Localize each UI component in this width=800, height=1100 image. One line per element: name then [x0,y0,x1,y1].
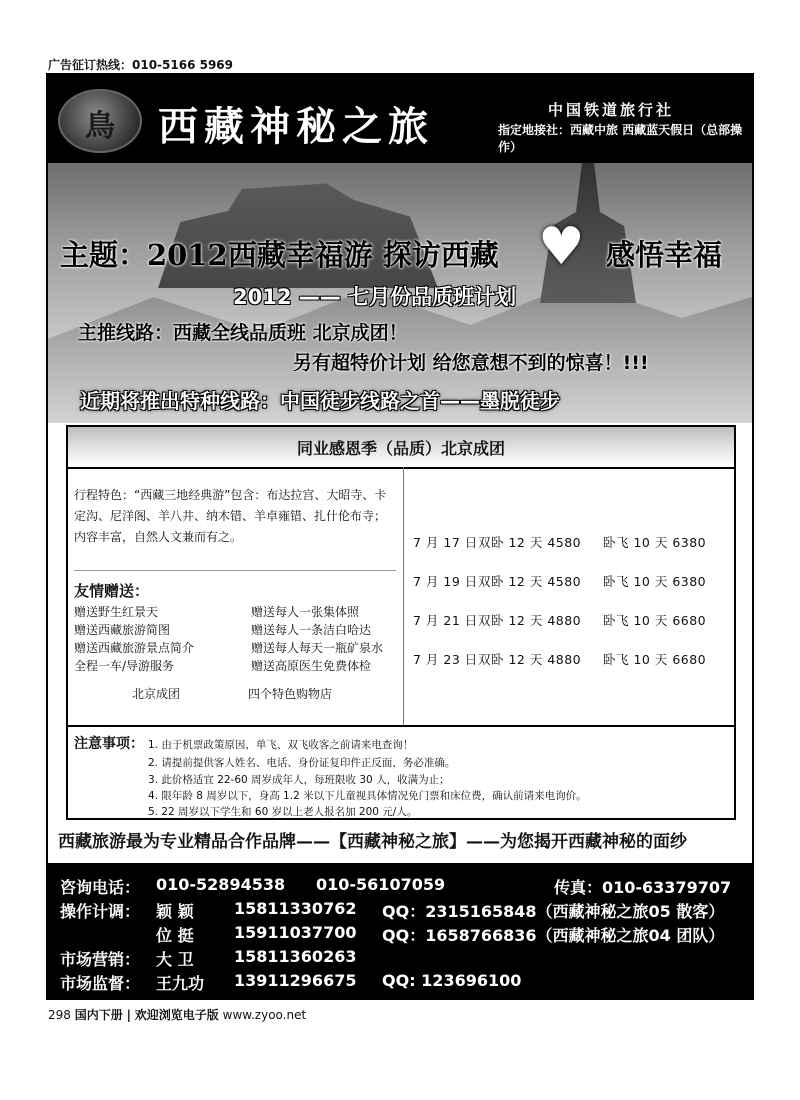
operator-name: 颖 颖 [156,902,194,921]
gift-item: 赠送野生红景天 [74,605,159,619]
note-item: 1. 由于机票政策原因，单飞、双飞收客之前请来电查询！ [148,739,414,751]
gift-extra: 北京成团 [132,687,181,701]
website-link[interactable]: www.zyoo.net [222,1008,307,1022]
gifts-title: 友情赠送： [74,582,150,600]
schedule-double-sleeper: 双卧 12 天 4580 [478,574,582,589]
gift-item: 赠送高原医生免费体检 [251,659,372,673]
ad-hotline: 广告征订热线：010-5166 5969 [48,58,234,72]
schedule-double-sleeper: 双卧 12 天 4880 [478,613,582,628]
schedule-date: 7 月 19 日 [413,574,478,589]
note-item: 4. 限年龄 8 周岁以下，身高 1.2 米以下儿童视具体情况免门票和床位费，确认前请来电询价。 [148,790,587,802]
operator-qq: QQ：1658766836（西藏神秘之旅04 团队） [382,926,725,945]
brand-title: 西藏神秘之旅 [158,104,434,150]
footer-separator: | [126,1008,131,1022]
schedule-sleeper-flight: 卧飞 10 天 6680 [603,613,707,628]
consult-phone-2: 010-56107059 [316,875,446,894]
product-header [68,427,734,469]
hero-banner [48,163,752,423]
product-box [66,425,736,820]
page-number: 298 [48,1008,71,1022]
schedule-date: 7 月 17 日 [413,535,478,550]
gift-item: 赠送西藏旅游简图 [74,623,171,637]
supervisor-phone: 13911296675 [234,971,357,990]
special-offer-line: 另有超特价计划 给您意想不到的惊喜！!!! [293,352,649,374]
note-item: 2. 请提前提供客人姓名、电话、身份证复印件正反面，务必准确。 [148,757,456,769]
consult-label: 咨询电话： [60,878,141,897]
note-item: 3. 此价格适宜 22-60 周岁成年人，每班限收 30 人，收满为止； [148,774,450,786]
heart-icon: ♥ [538,217,585,277]
theme-headline: 主题：2012西藏幸福游 探访西藏 [60,238,499,272]
consult-phone-1: 010-52894538 [156,875,286,894]
note-item: 5. 22 周岁以下学生和 60 岁以上老人报名加 200 元/人。 [148,806,418,818]
gift-item: 赠送每人一条洁白哈达 [251,623,372,637]
schedule-sleeper-flight: 卧飞 10 天 6380 [603,574,707,589]
supervisor-label: 市场监督： [60,974,141,993]
operations-label: 操作计调： [60,902,141,921]
gift-item: 全程一车/导游服务 [74,659,175,673]
ebook-invite: 欢迎浏览电子版 [134,1008,219,1022]
logo-glyph: 鳥 [85,109,115,144]
schedule-double-sleeper: 双卧 12 天 4880 [478,652,582,667]
theme-headline-tail: 感悟幸福 [606,238,723,272]
marketing-name: 大 卫 [156,950,194,969]
operator-name: 位 挺 [156,926,194,945]
gift-item: 赠送每人一张集体照 [251,605,360,619]
marketing-phone: 15811360263 [234,947,357,966]
page-footer [48,1006,306,1023]
schedule-date: 7 月 23 日 [413,652,478,667]
company-name: 中国铁道旅行社 [548,101,675,119]
fax-number: 传真：010-63379707 [554,878,732,897]
column-divider [403,467,404,725]
itinerary-features: 行程特色：“西藏三地经典游”包含：布达拉宫、大昭寺、卡定沟、尼洋阁、羊八井、纳木错、羊卓雍错、扎什伦布寺；内容丰富，自然人文兼而有之。 [74,488,387,544]
operator-qq: QQ：2315165848（西藏神秘之旅05 散客） [382,902,725,921]
july-plan-subtitle: 2012 —— 七月份品质班计划 [233,285,517,309]
advertisement-frame [46,73,754,1000]
gift-item: 赠送西藏旅游景点简介 [74,641,195,655]
schedule-sleeper-flight: 卧飞 10 天 6680 [603,652,707,667]
main-route-line: 主推线路：西藏全线品质班 北京成团！ [78,322,408,344]
operator-phone: 15811330762 [234,899,357,918]
product-title: 同业感恩季（品质）北京成团 [296,439,505,458]
brand-slogan: 西藏旅游最为专业精品合作品牌——【西藏神秘之旅】——为您揭开西藏神秘的面纱 [58,832,687,852]
marketing-label: 市场营销： [60,950,141,969]
supervisor-name: 王九功 [156,974,205,993]
header-bar [48,75,752,163]
notes-title: 注意事项： [74,736,144,752]
schedule-double-sleeper: 双卧 12 天 4580 [478,535,582,550]
brand-logo [58,89,142,153]
operator-phone: 15911037700 [234,923,357,942]
supervisor-qq: QQ: 123696100 [382,971,522,990]
section-name: 国内下册 [74,1008,123,1022]
notes-divider [68,725,734,727]
gift-item: 赠送每人每天一瓶矿泉水 [251,641,384,655]
trekking-route-line: 近期将推出特种线路：中国徒步线路之首——墨脱徒步 [80,389,560,413]
contact-panel [48,863,752,998]
gift-divider [74,570,396,571]
schedule-sleeper-flight: 卧飞 10 天 6380 [603,535,707,550]
ground-agency: 指定地接社：西藏中旅 西藏蓝天假日（总部操作） [498,123,743,154]
gift-extra: 四个特色购物店 [248,687,333,701]
schedule-date: 7 月 21 日 [413,613,478,628]
